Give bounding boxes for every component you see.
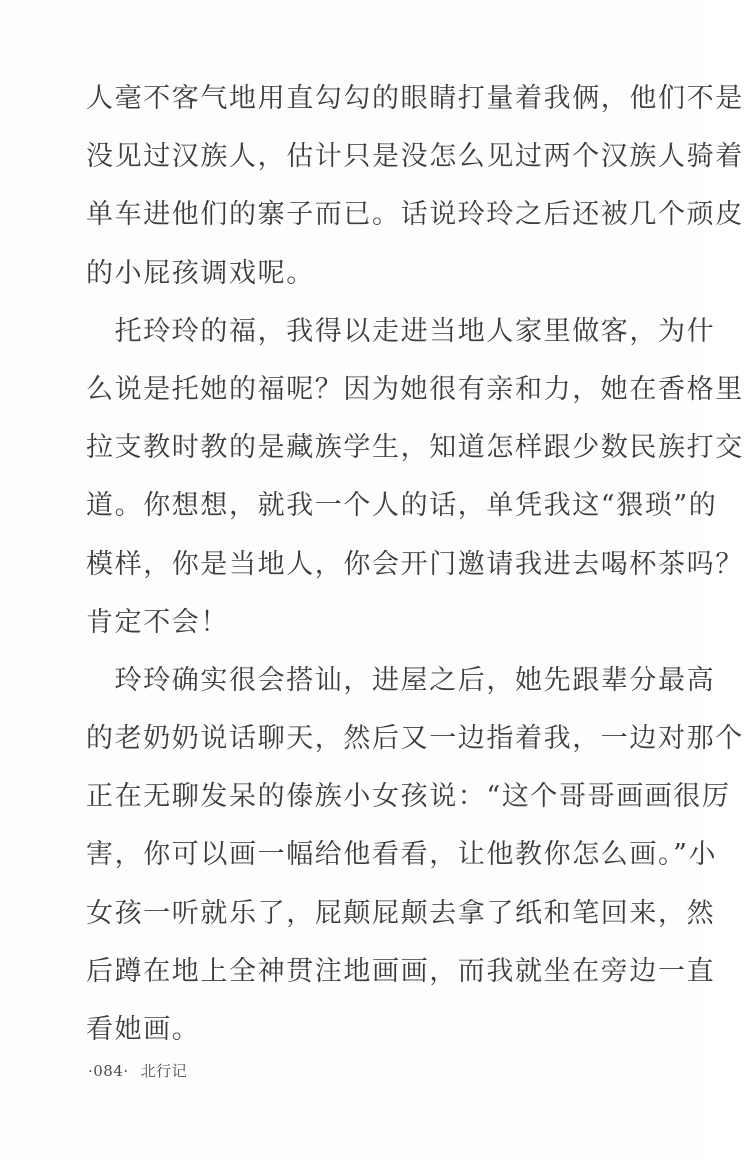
text-line: 女孩一听就乐了，屁颠屁颠去拿了纸和笔回来，然 — [86, 897, 716, 929]
text-line: 托玲玲的福，我得以走进当地人家里做客，为什 — [86, 315, 716, 347]
book-title: 北行记 — [140, 1062, 188, 1080]
page-footer — [88, 1060, 187, 1081]
text-line: 正在无聊发呆的傣族小女孩说：“这个哥哥画画很厉 — [86, 781, 731, 813]
text-line: 后蹲在地上全神贯注地画画，而我就坐在旁边一直 — [86, 955, 716, 987]
text-line: 的小屁孩调戏呢。 — [86, 257, 315, 289]
text-line: 么说是托她的福呢？因为她很有亲和力，她在香格里 — [86, 373, 744, 405]
text-line: 单车进他们的寨子而已。话说玲玲之后还被几个顽皮 — [86, 199, 744, 231]
page-number: ·084· — [88, 1062, 129, 1080]
text-line: 道。你想想，就我一个人的话，单凭我这“猥琐”的 — [86, 490, 718, 522]
body-text — [86, 70, 744, 1059]
text-line: 玲玲确实很会搭讪，进屋之后，她先跟辈分最高 — [86, 664, 716, 696]
text-line: 的老奶奶说话聊天，然后又一边指着我，一边对那个 — [86, 723, 744, 755]
text-line: 没见过汉族人，估计只是没怎么见过两个汉族人骑着 — [86, 141, 744, 173]
text-line: 拉支教时教的是藏族学生，知道怎样跟少数民族打交 — [86, 432, 744, 464]
text-line: 害，你可以画一幅给他看看，让他教你怎么画。”小 — [86, 839, 718, 871]
text-line: 人毫不客气地用直勾勾的眼睛打量着我俩，他们不是 — [86, 83, 744, 114]
text-line: 肯定不会！ — [86, 606, 229, 638]
text-line: 模样，你是当地人，你会开门邀请我进去喝杯茶吗？ — [86, 548, 744, 580]
text-line: 看她画。 — [86, 1014, 201, 1045]
